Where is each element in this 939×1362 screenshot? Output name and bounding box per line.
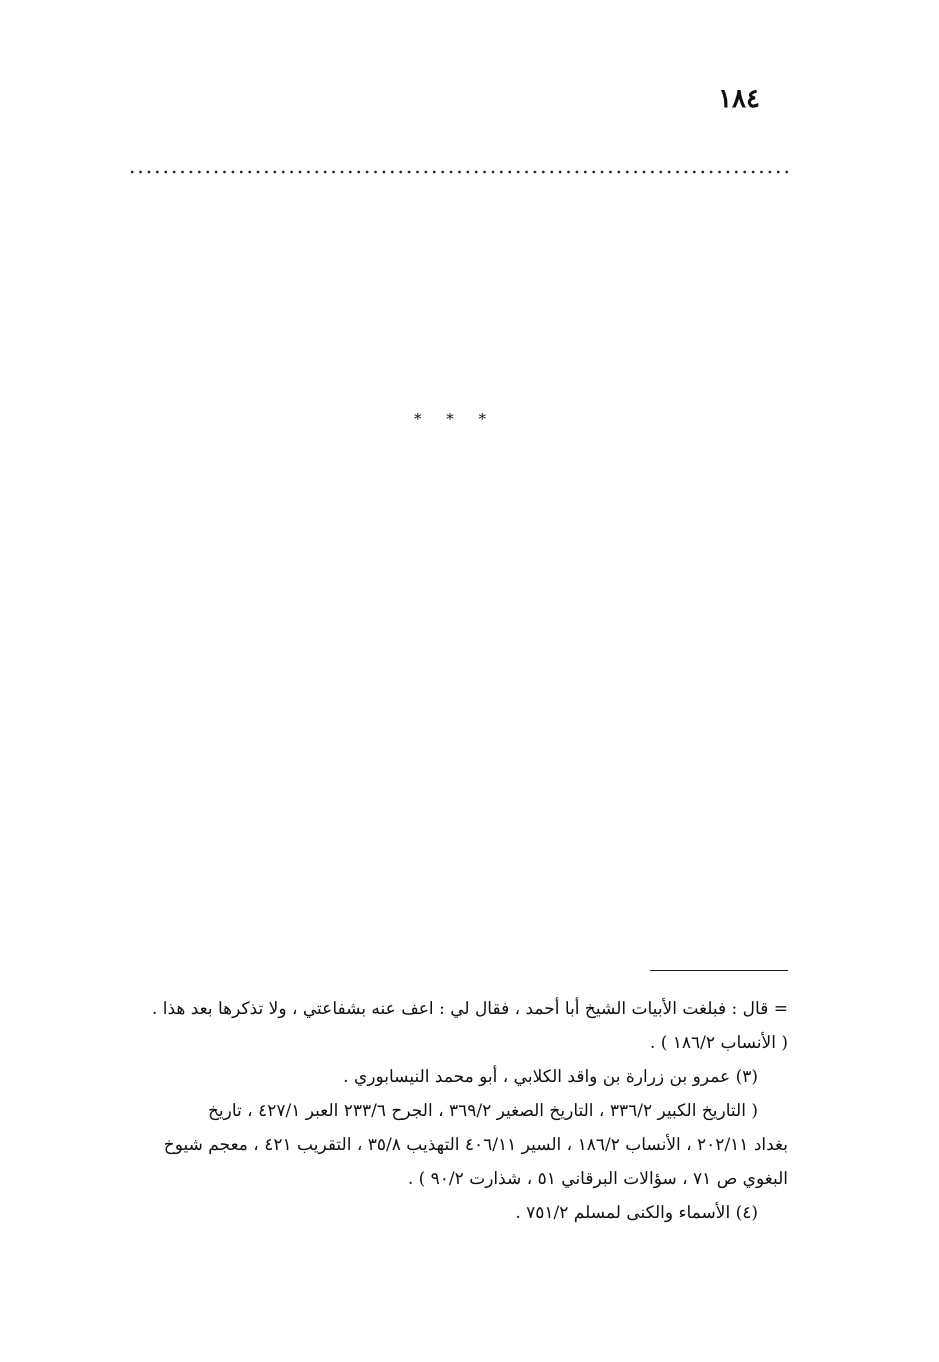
footnotes-block — [118, 992, 788, 1230]
footnote-divider — [650, 970, 788, 971]
section-separator-stars: * * * — [413, 410, 497, 428]
footnote-line: البغوي ص ٧١ ، سؤالات البرقاني ٥١ ، شذارت ٩٠/٢ ) . — [407, 1169, 788, 1189]
footnote-line: (٣) عمرو بن زرارة بن واقد الكلابي ، أبو محمد النيسابوري . — [343, 1067, 758, 1087]
dotted-separator-rule — [128, 170, 788, 174]
footnote-line: بغداد ٢٠٢/١١ ، الأنساب ١٨٦/٢ ، السير ٤٠٦/١١ التهذيب ٣٥/٨ ، التقريب ٤٢١ ، معجم شيوخ — [163, 1135, 788, 1155]
footnote-line: (٤) الأسماء والكنى لمسلم ٧٥١/٢ . — [515, 1203, 758, 1223]
page-number: ١٨٤ — [718, 84, 760, 114]
footnote-line: ( التاريخ الكبير ٣٣٦/٢ ، التاريخ الصغير ٣٦٩/٢ ، الجرح ٢٣٣/٦ العبر ٤٢٧/١ ، تاريخ — [207, 1101, 758, 1121]
footnote-line: ( الأنساب ١٨٦/٢ ) . — [649, 1033, 788, 1053]
footnote-line: = قال : فبلغت الأبيات الشيخ أبا أحمد ، فقال لي : اعف عنه بشفاعتي ، ولا تذكرها بعد هذا . — [151, 999, 788, 1019]
